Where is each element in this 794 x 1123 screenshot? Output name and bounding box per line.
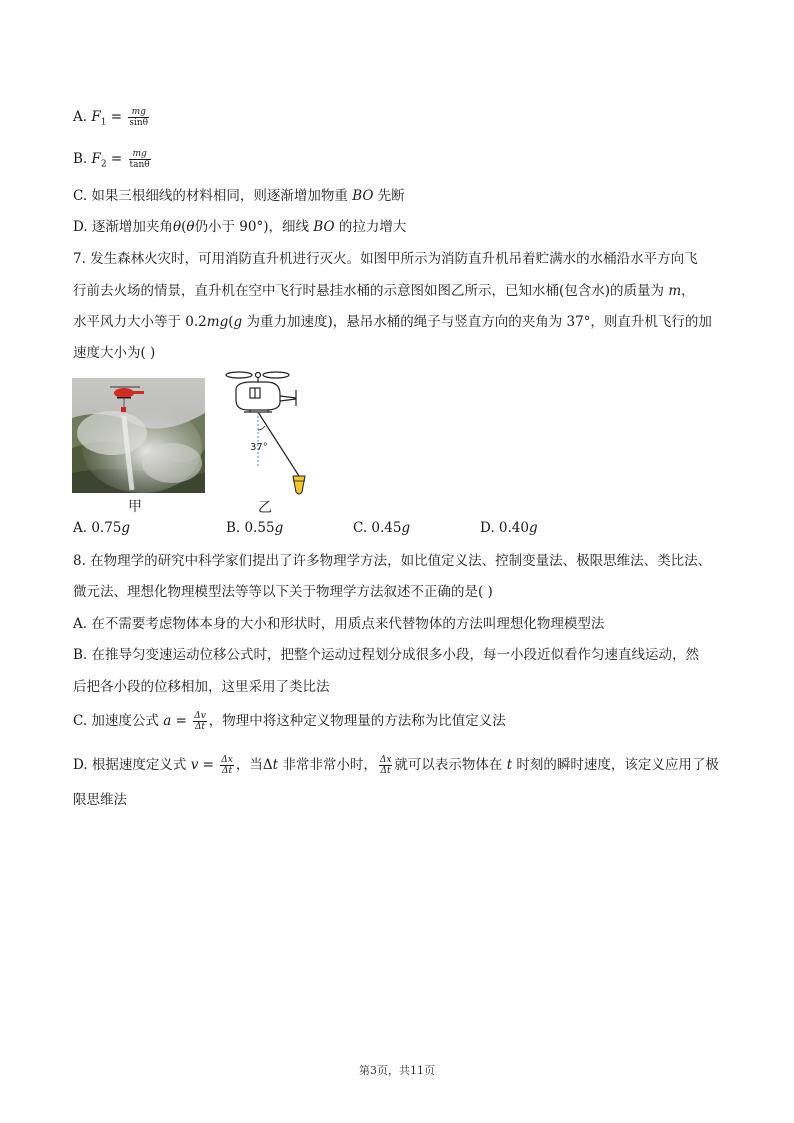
q6-option-b-denominator: tanθ (129, 160, 150, 170)
q6-option-a-numerator: mg (128, 107, 149, 118)
q7-option-b-unit: g (274, 520, 284, 536)
q7-line-3 (73, 313, 712, 331)
q6-option-d-text-c: 仍小于 90°)，细线 (194, 219, 314, 235)
water-bucket (293, 476, 305, 494)
q8-option-d-numerator-2: Δx (379, 755, 392, 765)
q8-option-d-math: v (190, 757, 199, 773)
q6-option-b-fraction (129, 149, 151, 170)
q6-option-c (73, 187, 405, 205)
q6-option-d-text-a: D. 逐渐增加夹角 (73, 219, 173, 235)
q7-option-a (73, 520, 130, 536)
q7-option-b (226, 520, 283, 536)
q7-option-c (353, 520, 410, 536)
q6-option-c-text-b: 先断 (373, 188, 405, 204)
q8-option-c (73, 711, 506, 732)
q6-option-b-prefix: B. (73, 151, 92, 167)
q6-option-b-eq: = (106, 151, 127, 167)
helicopter-body (236, 382, 280, 410)
q6-option-b-sub: 2 (100, 159, 107, 170)
q6-option-a-sub: 1 (100, 117, 107, 128)
q8-option-c-eq: = (171, 713, 192, 729)
q7-option-a-label: A. 0.75 (73, 520, 122, 536)
q8-option-b-line-1: B. 在推导匀变速运动位移公式时，把整个运动过程划分成很多小段，每一小段近似看作匀速直线运动，然 (73, 647, 700, 663)
q6-option-d-math-3: BO (313, 219, 335, 235)
q7-figure-yi-schematic (222, 368, 322, 504)
q8-option-d-eq: = (198, 757, 219, 773)
q6-option-a-prefix: A. (73, 109, 92, 125)
q8-option-c-denominator: Δt (194, 722, 206, 732)
q8-option-c-math: a (163, 713, 172, 729)
q8-option-c-text-a: C. 加速度公式 (73, 713, 164, 729)
q6-option-d-text-b: ( (181, 219, 187, 235)
q7-figure-jia-photo (72, 378, 205, 493)
q8-option-d-denominator-2: Δt (380, 766, 391, 776)
q8-option-c-fraction (193, 711, 207, 732)
q8-option-d-text-d: 就可以表示物体在 (394, 757, 507, 773)
q8-option-d-text-c: 非常非常小时， (278, 757, 377, 773)
q7-option-c-unit: g (401, 520, 411, 536)
q8-option-b-line-2: 后把各小段的位移相加，这里采用了类比法 (73, 679, 330, 695)
q8-option-d-line-1 (73, 755, 719, 776)
q6-option-d (73, 218, 406, 236)
q6-option-a (73, 107, 151, 132)
q7-line-1: 7. 发生森林火灾时，可用消防直升机进行灭火。如图甲所示为消防直升机吊着贮满水的水桶沿水平方向飞 (73, 251, 698, 267)
q8-line-1: 8. 在物理学的研究中科学家们提出了许多物理学方法，如比值定义法、控制变量法、极限思维法、类比法、 (73, 553, 712, 569)
q7-line-3-text-c: 为重力加速度)，悬吊水桶的绳子与竖直方向的夹角为 37°，则直升机飞行的加 (242, 314, 712, 330)
angle-arc (258, 426, 265, 430)
q8-option-d-text-b: ，当Δ (235, 757, 273, 773)
q7-figure-yi-label: 乙 (258, 500, 272, 516)
q6-option-b (73, 149, 153, 174)
q6-option-d-text-d: 的拉力增大 (334, 219, 407, 235)
q8-option-d-fraction-1 (220, 755, 234, 776)
q7-line-2-math: m (668, 283, 682, 299)
q7-line-2-text-b: ， (681, 283, 695, 299)
q7-option-d-unit: g (528, 520, 538, 536)
q6-option-a-denominator: sinθ (129, 118, 149, 128)
q7-line-3-text-a: 水平风力大小等于 0.2 (73, 314, 207, 330)
q6-option-a-eq: = (106, 109, 127, 125)
q6-option-b-var: F (91, 151, 101, 167)
page-footer: 第3页，共11页 (359, 1064, 435, 1077)
q6-option-c-text-a: C. 如果三根细线的材料相同，则逐渐增加物重 (73, 188, 353, 204)
q6-option-d-math-2: θ (186, 219, 195, 235)
q8-option-d-line-2: 限思维法 (73, 792, 127, 808)
q8-option-d-math-3: t (506, 757, 513, 773)
q8-option-c-text-b: ，物理中将这种定义物理量的方法称为比值定义法 (208, 713, 506, 729)
rotor-blade (263, 372, 289, 378)
q7-figure-jia-label: 甲 (128, 499, 142, 515)
q7-line-3-math-1: mg (206, 314, 229, 330)
q8-line-2: 微元法、理想化物理模型法等等以下关于物理学方法叙述不正确的是( ) (73, 584, 493, 600)
q7-line-2-text-a: 行前去火场的情景，直升机在空中飞行时悬挂水桶的示意图如图乙所示，已知水桶(包含水)的质量为 (73, 283, 669, 299)
q7-line-3-text-b: ( (228, 314, 234, 330)
q7-option-b-label: B. 0.55 (226, 520, 275, 536)
q8-option-d-denominator-1: Δt (221, 766, 233, 776)
q8-option-d-numerator-1: Δx (221, 755, 233, 765)
rotor-blade (226, 372, 252, 378)
q7-line-4: 速度大小为( ) (73, 345, 156, 361)
q8-option-d-fraction-2 (379, 755, 393, 776)
q6-option-d-math-1: θ (172, 219, 182, 235)
q6-option-b-numerator: mg (129, 149, 151, 160)
q6-option-a-fraction (128, 107, 149, 128)
q6-option-c-math: BO (352, 188, 374, 204)
q7-option-d (480, 520, 538, 536)
angle-label: 37° (250, 442, 268, 453)
q7-line-3-math-2: g (233, 314, 243, 330)
q8-option-d-math-2: t (272, 757, 279, 773)
q7-option-a-unit: g (121, 520, 131, 536)
q8-option-d-text-a: D. 根据速度定义式 (73, 757, 191, 773)
q8-option-c-numerator: Δv (194, 711, 206, 721)
q7-option-c-label: C. 0.45 (353, 520, 402, 536)
q7-option-d-label: D. 0.40 (480, 520, 529, 536)
q8-option-d-text-e: 时刻的瞬时速度，该定义应用了极 (512, 757, 719, 773)
q7-line-2 (73, 282, 695, 300)
q8-option-a: A. 在不需要考虑物体本身的大小和形状时，用质点来代替物体的方法叫理想化物理模型法 (73, 616, 605, 632)
q6-option-a-var: F (91, 109, 101, 125)
